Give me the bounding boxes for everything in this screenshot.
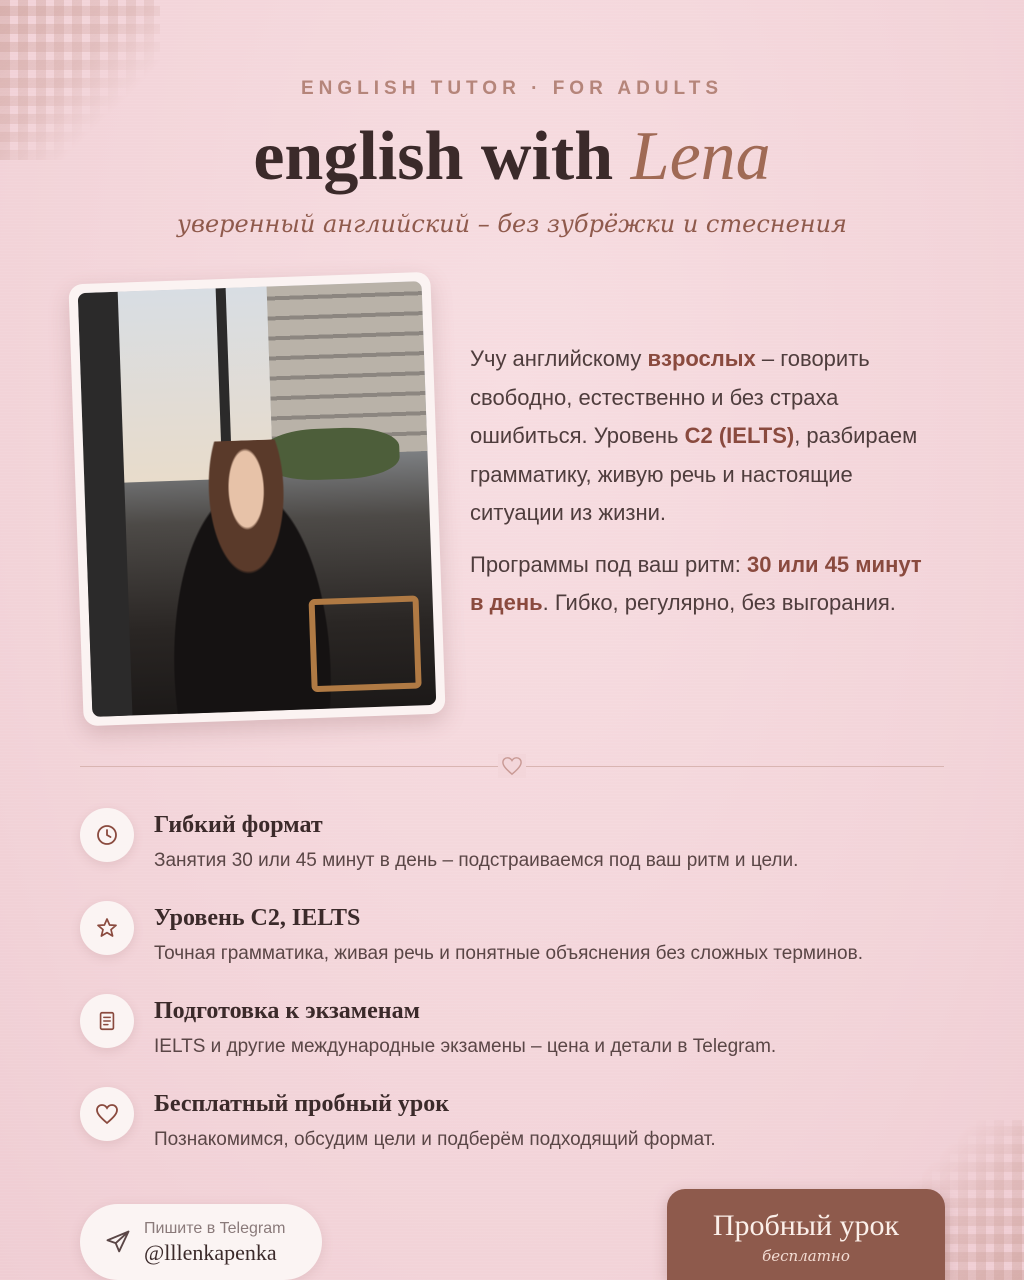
bio-text-span: – говорить свободно, естественно и без страха ошибиться. Уровень [470, 346, 870, 448]
document-icon [80, 994, 134, 1048]
feature-title: Бесплатный пробный урок [154, 1091, 450, 1117]
feature-title: Гибкий формат [154, 812, 323, 838]
title-accent: Lena [630, 118, 771, 195]
tagline: уверенный английский – без зубрёжки и стеснения [177, 210, 847, 238]
feature-description: Познакомимся, обсудим цели и подберём подходящий формат. [154, 1129, 716, 1150]
bio-highlight: взрослых [647, 346, 756, 371]
feature-item [80, 994, 960, 1087]
clock-icon [80, 808, 134, 862]
feature-item [80, 901, 960, 994]
page-title [0, 112, 1024, 202]
bio-text-span: , разбираем грамматику, живую речь и настоящие ситуации из жизни. [470, 423, 918, 525]
feature-item [80, 1087, 960, 1180]
feature-description: IELTS и другие международные экзамены – цена и детали в Telegram. [154, 1036, 777, 1057]
bio-text [470, 340, 940, 623]
feature-description: Занятия 30 или 45 минут в день – подстраиваемся под ваш ритм и цели. [154, 850, 799, 871]
trial-lesson-button[interactable] [667, 1189, 945, 1280]
bio-text-span: Учу английскому [470, 346, 648, 371]
tutor-photo [68, 272, 445, 726]
tutor-photo-image [78, 281, 437, 717]
bio-text-span: . Гибко, регулярно, без выгорания. [542, 590, 896, 615]
cta-subtitle: бесплатно [762, 1247, 850, 1265]
features-list [80, 808, 960, 1180]
star-icon [80, 901, 134, 955]
title-main: english with [253, 118, 631, 195]
heart-icon [80, 1087, 134, 1141]
send-icon [104, 1228, 132, 1261]
bio-highlight: 30 или 45 минут в день [470, 551, 922, 615]
bio-highlight: C2 (IELTS) [684, 423, 795, 448]
bio-text-span: Программы под ваш ритм: [470, 551, 747, 577]
feature-title: Уровень C2, IELTS [154, 905, 361, 931]
cta-title: Пробный урок [712, 1209, 900, 1242]
telegram-contact-button[interactable] [80, 1204, 322, 1280]
bio-paragraph-1 [470, 340, 940, 533]
kicker-text: ENGLISH TUTOR · FOR ADULTS [300, 78, 724, 99]
telegram-handle: @lllenkapenka [144, 1240, 277, 1265]
feature-title: Подготовка к экзаменам [154, 998, 420, 1024]
telegram-label: Пишите в Telegram [144, 1220, 286, 1237]
feature-description: Точная грамматика, живая речь и понятные объяснения без сложных терминов. [154, 943, 863, 964]
feature-item [80, 808, 960, 901]
bio-paragraph-2 [470, 546, 940, 623]
heart-icon [498, 754, 526, 778]
